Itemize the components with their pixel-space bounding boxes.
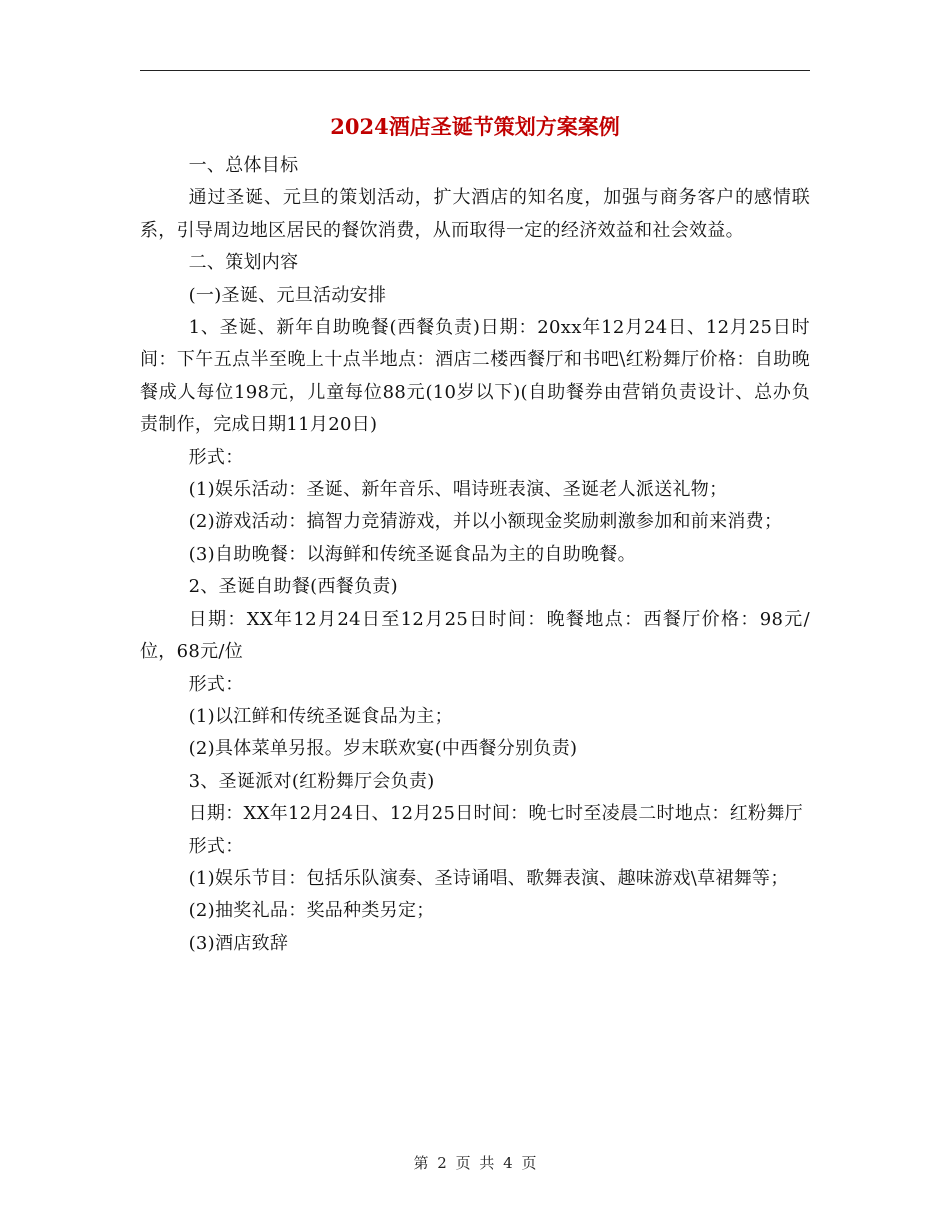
paragraph: (1)娱乐节目：包括乐队演奏、圣诗诵唱、歌舞表演、趣味游戏\草裙舞等； (188, 867, 789, 889)
paragraph: 二、策划内容 (188, 252, 299, 274)
paragraph: 日期：XX年12月24日至12月25日时间：晚餐地点：西餐厅价格：98元/位，68元/位 (140, 608, 810, 663)
paragraph: 3、圣诞派对(红粉舞厅会负责) (188, 770, 435, 792)
paragraph: 形式： (188, 673, 244, 695)
paragraph: 形式： (188, 835, 244, 857)
paragraph: (3)酒店致辞 (188, 932, 289, 954)
paragraph: 通过圣诞、元旦的策划活动，扩大酒店的知名度，加强与商务客户的感情联系，引导周边地区居民的餐饮消费，从而取得一定的经济效益和社会效益。 (140, 187, 810, 241)
paragraph: (2)抽奖礼品：奖品种类另定； (188, 900, 435, 922)
document-title: 2024酒店圣诞节策划方案案例 (330, 114, 620, 139)
paragraph: (2)游戏活动：搞智力竞猜游戏，并以小额现金奖励刺激参加和前来消费； (188, 511, 783, 533)
paragraph: (3)自助晚餐：以海鲜和传统圣诞食品为主的自助晚餐。 (188, 543, 636, 565)
header-rule (140, 70, 810, 71)
paragraph: 一、总体目标 (188, 155, 299, 176)
paragraph: (1)以江鲜和传统圣诞食品为主； (188, 705, 453, 727)
page-footer: 第 2 页 共 4 页 (413, 1154, 537, 1172)
paragraph: 形式： (188, 446, 244, 468)
paragraph: (一)圣诞、元旦活动安排 (188, 284, 387, 306)
paragraph: 日期：XX年12月24日、12月25日时间：晚七时至凌晨二时地点：红粉舞厅 (188, 803, 803, 825)
paragraph: (1)娱乐活动：圣诞、新年音乐、唱诗班表演、圣诞老人派送礼物； (188, 479, 728, 501)
document-body (140, 150, 810, 960)
paragraph: 2、圣诞自助餐(西餐负责) (188, 576, 398, 598)
paragraph: (2)具体菜单另报。岁末联欢宴(中西餐分别负责) (188, 738, 578, 760)
paragraph: 1、圣诞、新年自助晚餐(西餐负责)日期：20xx年12月24日、12月25日时间：下午五点半至晚上十点半地点：酒店二楼西餐厅和书吧\红粉舞厅价格：自助晚餐成人每位198元，儿童每位88元(10岁以下)(自助餐券由营销负责设计、总办负责制作，完成日期11月20日) (140, 317, 810, 436)
